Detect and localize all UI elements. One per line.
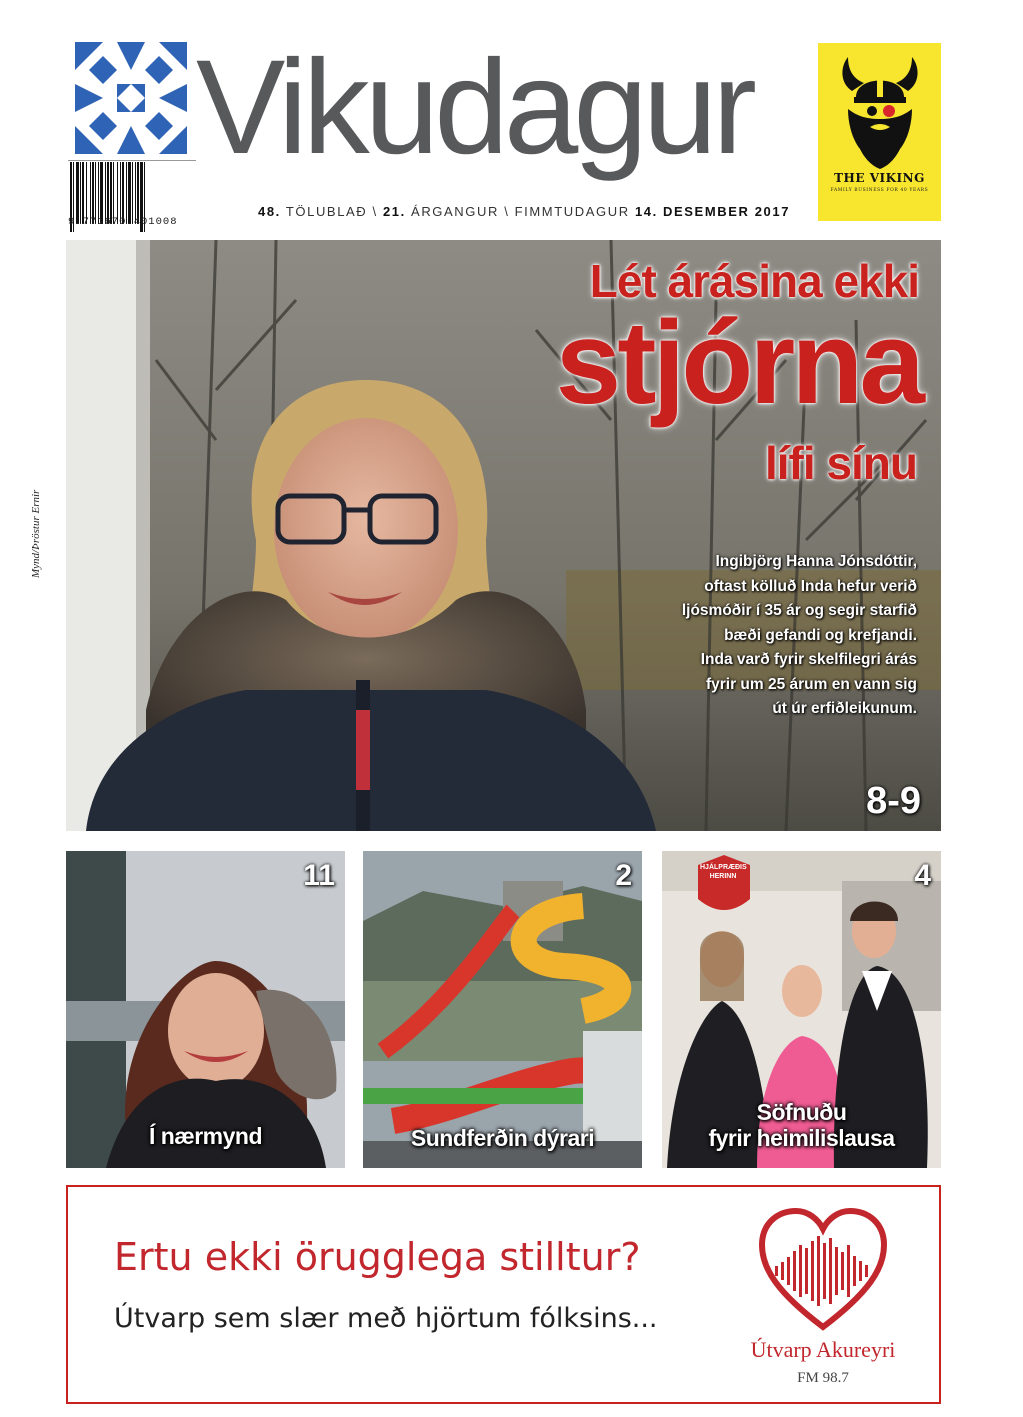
barcode-bar [105,162,106,224]
teaser-page-number: 4 [914,859,931,892]
barcode-bar [126,162,127,224]
teaser-card-waterslides[interactable] [363,851,642,1168]
barcode-bar [107,162,109,224]
teaser-title [662,1099,941,1151]
barcode-bar [137,162,139,224]
equalizer-bar [835,1247,838,1295]
sign-line-1: HJÁLPRÆÐIS [700,864,747,871]
viking-ad[interactable] [818,43,941,221]
salvation-army-sign [700,863,746,881]
barcode-bar [80,162,81,224]
radio-ad-headline: Ertu ekki örugglega stilltur? [114,1235,641,1279]
viking-helmet-icon [834,53,926,171]
radio-station-name: Útvarp Akureyri [750,1337,896,1362]
teaser-title: Sundferðin dýrari [410,1125,595,1151]
viking-ad-title: THE VIKING [834,171,925,185]
hero-summary-line: bæði gefandi og krefjandi. [724,626,917,644]
teaser-page-number: 2 [615,859,632,892]
heart-equalizer-icon [758,1205,888,1335]
hero-headline-line-1: Lét árásina ekki [589,255,919,307]
teaser-title: Í nærmynd [148,1123,263,1149]
barcode-bar [92,162,94,224]
hero-summary [577,550,917,722]
equalizer-bar [859,1261,862,1281]
photo-credit: Mynd/Þröstur Ernir [30,489,42,578]
equalizer-bar [811,1241,814,1301]
equalizer-bar [847,1245,850,1297]
equalizer-bar [781,1262,784,1280]
barcode-bar [86,162,87,224]
teaser-title-line-1: Söfnuðu [756,1099,847,1125]
barcode-bar [95,162,96,224]
barcode-bar [135,162,136,224]
barcode-bar [76,162,79,224]
star-logo-icon [75,42,187,154]
teaser-page-number: 11 [303,859,335,892]
equalizer-bar [793,1251,796,1291]
hero-story[interactable] [66,240,941,831]
hero-summary-line: fyrir um 25 árum en vann sig [705,675,917,693]
radio-ad-slogan: Útvarp sem slær með hjörtum fólksins... [114,1303,658,1334]
issue-weekday: FIMMTUDAGUR [514,204,630,219]
barcode-bar [110,162,112,224]
issue-date: 14. DESEMBER 2017 [634,204,791,219]
barcode-bar [122,162,124,224]
equalizer-bar [823,1243,826,1299]
issue-number: 48. [258,204,281,219]
hero-headline-line-3: lífi sínu [765,437,917,489]
equalizer-bar [775,1266,778,1276]
teaser-photo-portrait [66,851,345,1168]
viking-ad-tagline: FAMILY BUSINESS FOR 40 YEARS [830,188,929,193]
issue-volume: 21. [382,204,406,219]
issue-line [258,204,790,219]
barcode-bar [117,162,118,224]
equalizer-bar [805,1248,808,1294]
radio-frequency: FM 98.7 [797,1370,849,1386]
hero-summary-line: Inda varð fyrir skelfilegri árás [700,651,917,668]
hero-summary-line: oftast kölluð Inda hefur verið [704,577,917,595]
equalizer-bar [799,1245,802,1297]
barcode-bar [113,162,114,224]
barcode-bar [120,162,121,224]
equalizer-bar [829,1238,832,1304]
issue-separator: \ [504,204,510,219]
hero-summary-line: ljósmóðir í 35 ár og segir starfið [681,602,917,619]
barcode-rule [68,160,196,161]
equalizer-bar [841,1252,844,1290]
teaser-card-salvation-army[interactable] [662,851,941,1168]
radio-ad[interactable] [66,1185,941,1404]
barcode-bar [100,162,103,224]
teaser-title-line-2: fyrir heimilislausa [708,1125,895,1151]
equalizer-bar [817,1236,820,1306]
teaser-photo-waterslides [363,851,642,1168]
hero-summary-line: Ingibjörg Hanna Jónsdóttir, [715,553,917,570]
equalizer-bar [853,1256,856,1286]
issue-number-label: TÖLUBLAÐ [285,204,368,219]
sign-line-2: HERINN [709,873,737,880]
barcode-bar [132,162,133,224]
teaser-card-portrait[interactable] [66,851,345,1168]
barcode-bar [128,162,131,224]
barcode-bar [82,162,84,224]
issue-volume-label: ÁRGANGUR [411,204,499,219]
equalizer-bar [787,1257,790,1285]
barcode-bar [98,162,99,224]
equalizer-bar [865,1265,868,1277]
barcode-number: 9 771670 401008 [68,216,178,228]
barcode-bar [90,162,91,224]
hero-headline-line-2: stjórna [555,297,921,429]
hero-page-number: 8-9 [866,780,921,822]
hero-summary-line: út úr erfiðleikunum. [772,700,917,717]
issue-separator: \ [372,204,378,219]
masthead-title: Vikudagur [196,33,752,182]
